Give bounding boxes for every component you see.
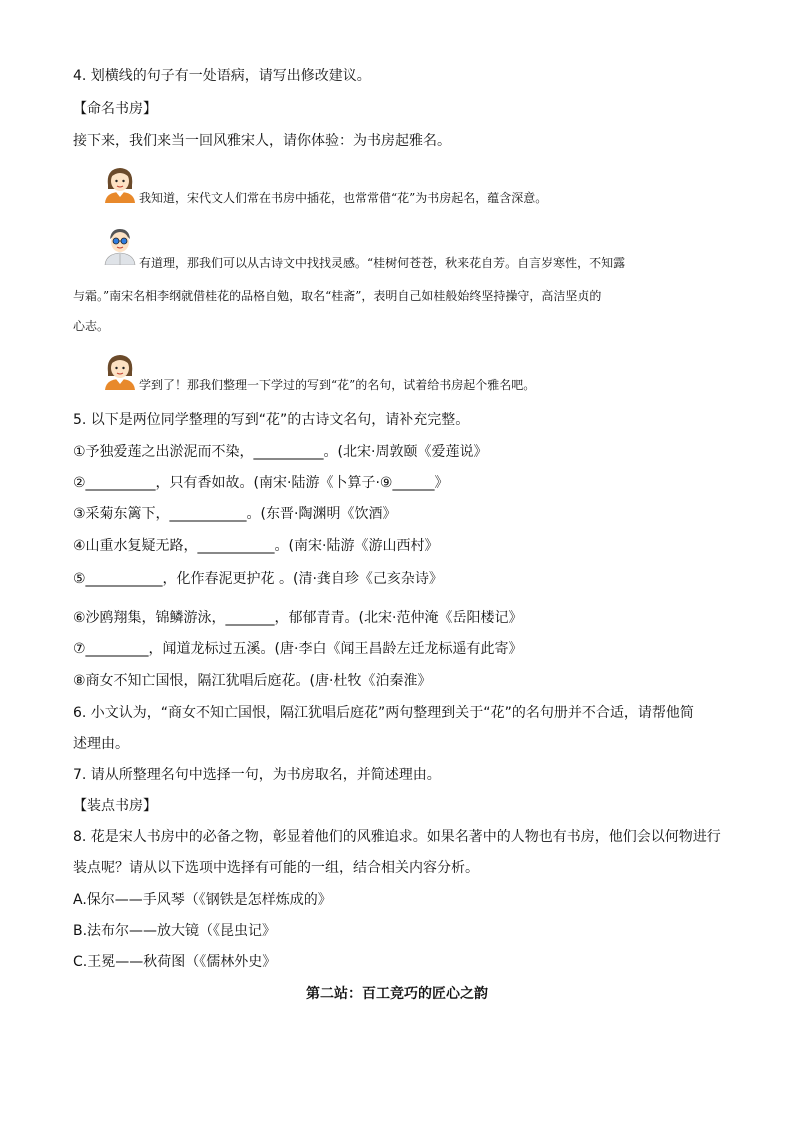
question-6-line-1: 6. 小文认为，“商女不知亡国恨，隔江犹唱后庭花”两句整理到关于“花”的名句册并不合适，请帮他简	[73, 705, 694, 721]
fill-blank-4: ④山重水复疑无路，___________。(南宋·陆游《游山西村》	[73, 538, 439, 554]
question-4: 4. 划横线的句子有一处语病，请写出修改建议。	[73, 68, 371, 84]
question-8-line-1: 8. 花是宋人书房中的必备之物，彰显着他们的风雅追求。如果名著中的人物也有书房，他们会以何物进行	[73, 829, 721, 845]
section-heading-naming: 【命名书房】	[73, 101, 157, 117]
option-b: B.法布尔——放大镜（《昆虫记》	[73, 923, 277, 939]
question-8-line-2: 装点呢？请从以下选项中选择有可能的一组，结合相关内容分析。	[73, 860, 479, 876]
dialogue-line-2a: 有道理，那我们可以从古诗文中找找灵感。“桂树何苍苍，秋来花自芳。自言岁寒性，不知露	[139, 256, 626, 270]
fill-blank-7: ⑦_________，闻道龙标过五溪。(唐·李白《闻王昌龄左迁龙标遥有此寄》	[73, 641, 523, 657]
fill-blank-8: ⑧商女不知亡国恨，隔江犹唱后庭花。(唐·杜牧《泊秦淮》	[73, 673, 432, 689]
fill-blank-2: ②__________，只有香如故。(南宋·陆游《卜算子·⑨______》	[73, 475, 449, 491]
fill-blank-3: ③采菊东篱下，___________。(东晋·陶渊明《饮酒》	[73, 506, 397, 522]
dialogue-line-2c: 心志。	[73, 319, 110, 333]
boy-glasses-avatar-icon	[103, 227, 137, 265]
station-title: 第二站：百工竞巧的匠心之韵	[306, 986, 488, 1002]
dialogue-line-2b: 与霜。”南宋名相李纲就借桂花的品格自勉，取名“桂斋”，表明自己如桂般始终坚持操守，高洁坚贞的	[73, 289, 602, 303]
question-7: 7. 请从所整理名句中选择一句，为书房取名，并简述理由。	[73, 767, 441, 783]
dialogue-line-3: 学到了！那我们整理一下学过的写到“花”的名句，试着给书房起个雅名吧。	[139, 378, 536, 392]
dialogue-line-1: 我知道，宋代文人们常在书房中插花，也常常借“花”为书房起名，蕴含深意。	[139, 191, 548, 205]
girl-avatar-icon	[103, 165, 137, 203]
fill-blank-1: ①予独爱莲之出淤泥而不染，__________。(北宋·周敦颐《爱莲说》	[73, 444, 488, 460]
question-5: 5. 以下是两位同学整理的写到“花”的古诗文名句，请补充完整。	[73, 412, 470, 428]
option-c: C.王冕——秋荷图（《儒林外史》	[73, 954, 277, 970]
intro-text: 接下来，我们来当一回风雅宋人，请你体验：为书房起雅名。	[73, 133, 451, 149]
girl-avatar-icon	[103, 352, 137, 390]
section-heading-decor: 【装点书房】	[73, 798, 157, 814]
fill-blank-6: ⑥沙鸥翔集，锦鳞游泳，_______，郁郁青青。(北宋·范仲淹《岳阳楼记》	[73, 610, 523, 626]
option-a: A.保尔——手风琴（《钢铁是怎样炼成的》	[73, 892, 332, 908]
question-6-line-2: 述理由。	[73, 736, 129, 752]
fill-blank-5: ⑤___________，化作春泥更护花 。(清·龚自珍《己亥杂诗》	[73, 571, 443, 587]
